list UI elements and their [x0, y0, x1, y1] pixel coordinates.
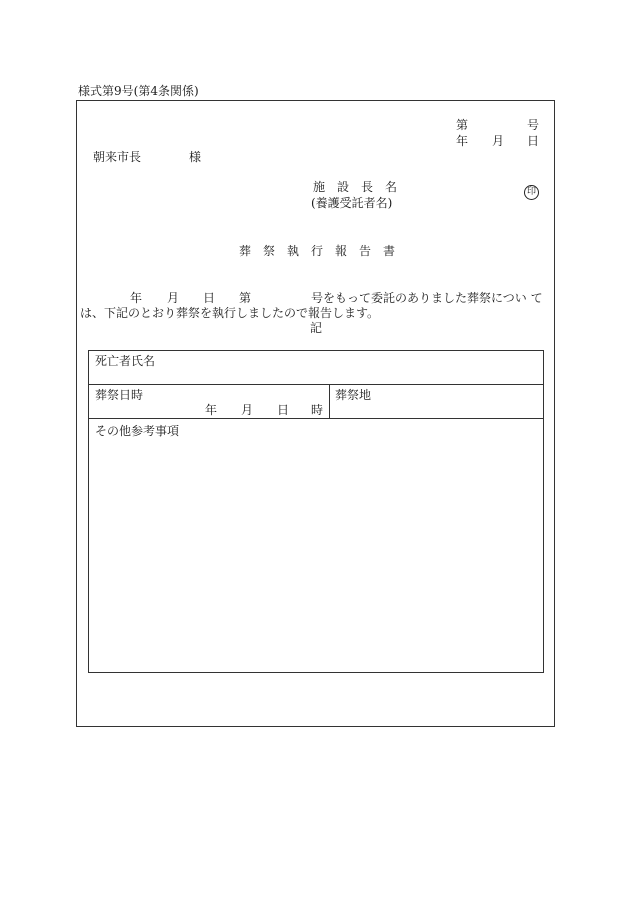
datetime-year: 年: [205, 403, 218, 417]
facility-head-label: 施 設 長 名: [313, 180, 398, 194]
datetime-month: 月: [241, 403, 254, 417]
number-prefix: 第: [456, 118, 469, 132]
body-dai: 第: [239, 291, 252, 305]
date-year: 年: [456, 134, 469, 148]
report-table: [88, 350, 544, 673]
body-year: 年: [130, 291, 143, 305]
addressee-name: 朝来市長: [93, 150, 142, 164]
table-row-divider: [89, 384, 543, 385]
table-row-divider: [89, 418, 543, 419]
consignee-label: (養護受託者名): [311, 196, 393, 210]
addressee-honorific: 様: [189, 150, 202, 164]
seal-mark: 印: [524, 185, 539, 200]
number-suffix: 号: [527, 118, 540, 132]
date-month: 月: [492, 134, 505, 148]
date-day: 日: [527, 134, 540, 148]
datetime-day: 日: [277, 403, 290, 417]
form-label: 様式第9号(第4条関係): [78, 84, 199, 98]
funeral-place-label: 葬祭地: [335, 388, 372, 402]
funeral-datetime-label: 葬祭日時: [95, 388, 144, 402]
deceased-name-label: 死亡者氏名: [95, 354, 156, 368]
body-month: 月: [167, 291, 180, 305]
other-notes-label: その他参考事項: [95, 424, 180, 438]
datetime-hour: 時: [311, 403, 324, 417]
document-title: 葬 祭 執 行 報 告 書: [239, 244, 396, 258]
body-day: 日: [203, 291, 216, 305]
table-column-divider: [329, 384, 330, 418]
ki-heading: 記: [310, 321, 323, 335]
body-line1: 号をもって委託のありました葬祭につい て: [311, 291, 543, 305]
body-line2: は、下記のとおり葬祭を執行しましたので報告します。: [80, 306, 380, 320]
